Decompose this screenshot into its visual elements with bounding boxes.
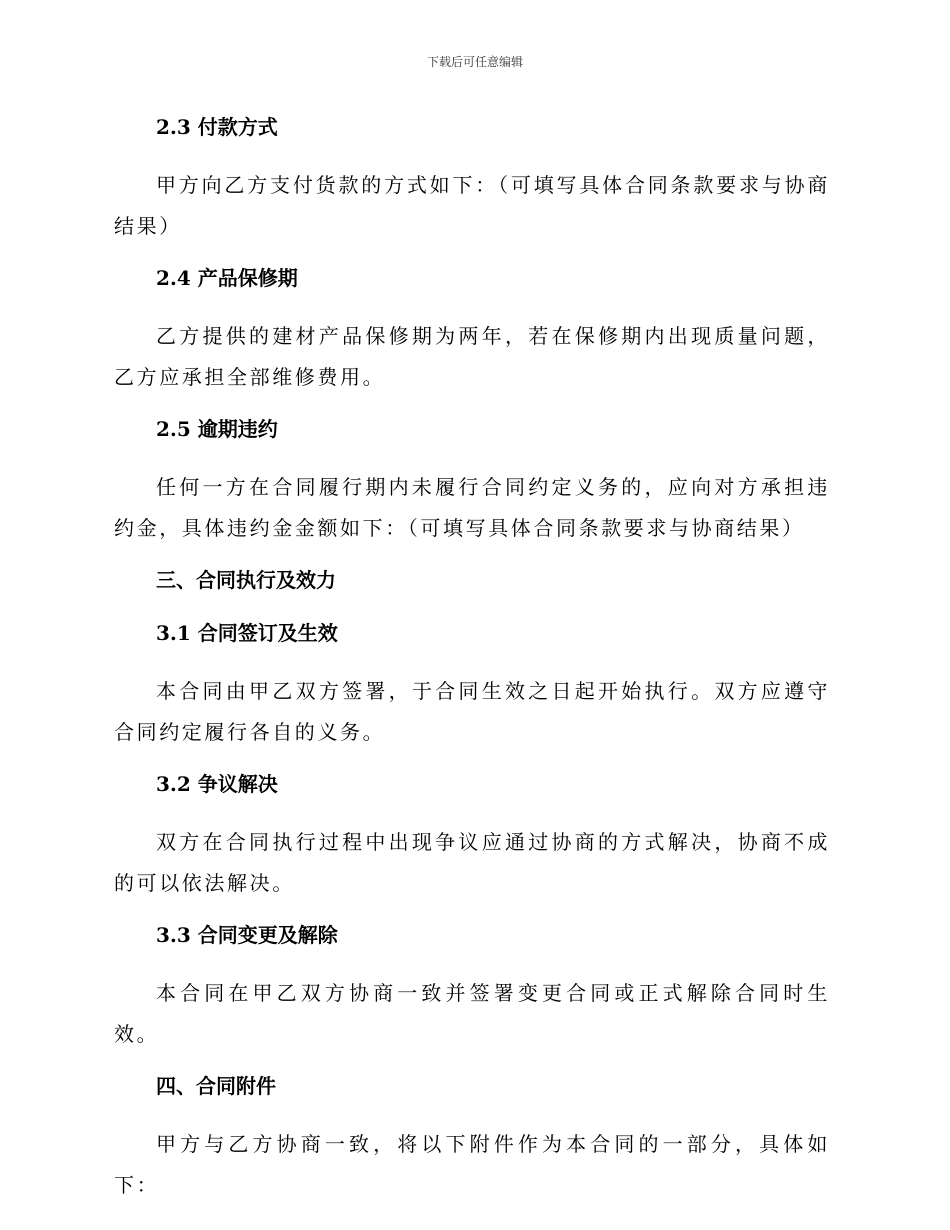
section-heading-3-2: 3.2 争议解决 — [156, 772, 278, 796]
section-heading-2-5: 2.5 逾期违约 — [156, 417, 278, 441]
section-paragraph-3-2: 双方在合同执行过程中出现争议应通过协商的方式解决，协商不成的可以依法解决。 — [114, 830, 830, 895]
section-heading-2-3: 2.3 付款方式 — [156, 115, 278, 139]
section-paragraph-3-3: 本合同在甲乙双方协商一致并签署变更合同或正式解除合同时生效。 — [114, 981, 830, 1046]
document-body — [114, 112, 830, 1206]
section-paragraph-3-1: 本合同由甲乙双方签署，于合同生效之日起开始执行。双方应遵守合同约定履行各自的义务。 — [114, 679, 830, 744]
section-paragraph-2-5: 任何一方在合同履行期内未履行合同约定义务的，应向对方承担违约金，具体违约金金额如下：（可填写具体合同条款要求与协商结果） — [114, 475, 830, 540]
section-heading-3-1: 3.1 合同签订及生效 — [156, 621, 338, 645]
page-header-note: 下载后可任意编辑 — [426, 55, 523, 69]
chapter-paragraph-4: 甲方与乙方协商一致，将以下附件作为本合同的一部分，具体如下： — [114, 1132, 830, 1197]
section-heading-3-3: 3.3 合同变更及解除 — [156, 923, 338, 947]
section-paragraph-2-3: 甲方向乙方支付货款的方式如下：（可填写具体合同条款要求与协商结果） — [114, 173, 830, 238]
chapter-heading-3: 三、合同执行及效力 — [156, 568, 336, 592]
section-heading-2-4: 2.4 产品保修期 — [156, 266, 298, 290]
chapter-heading-4: 四、合同附件 — [156, 1074, 276, 1098]
section-paragraph-2-4: 乙方提供的建材产品保修期为两年，若在保修期内出现质量问题，乙方应承担全部维修费用。 — [114, 324, 830, 389]
